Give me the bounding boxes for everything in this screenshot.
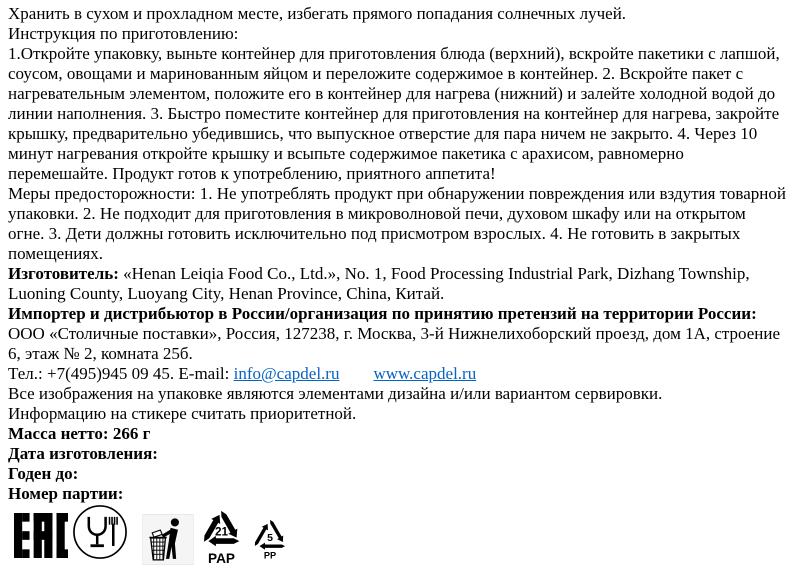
eac-mark-icon	[14, 513, 68, 558]
text-segment: линии наполнения. 3. Быстро поместите контейнер для приготовления на контейнер для нагрева, закройте	[8, 104, 780, 123]
recycling-pap-21-icon	[198, 504, 245, 565]
text-segment	[339, 364, 373, 383]
text-line	[8, 484, 800, 504]
text-segment: упаковки. 2. Не подходит для приготовления в микроволновой печи, духовом шкафу или на открытом	[8, 204, 746, 223]
text-line	[8, 424, 800, 444]
text-segment: нагревательным элементом, положите его в контейнер для нагрева (нижний) и залейте холодной водой до	[8, 84, 776, 103]
pp-number: 5	[267, 533, 273, 545]
document-text	[8, 4, 800, 504]
text-line	[8, 384, 800, 404]
recycling-pp-5-icon	[249, 513, 291, 560]
text-line	[8, 24, 800, 44]
pap-number: 21	[214, 525, 229, 539]
text-line	[8, 284, 800, 304]
text-line	[8, 304, 800, 324]
text-line	[8, 224, 800, 244]
text-line	[8, 444, 800, 464]
text-line	[8, 64, 800, 84]
website-link[interactable]: www.capdel.ru	[373, 364, 477, 383]
text-segment: Luoning County, Luoyang City, Henan Province, China, Китай.	[8, 284, 445, 303]
text-line	[8, 184, 800, 204]
text-line	[8, 124, 800, 144]
text-line	[8, 364, 800, 384]
text-line	[8, 84, 800, 104]
text-segment: огне. 3. Дети должны готовить исключительно под присмотром взрослых. 4. Не готовить в закрытых	[8, 224, 741, 243]
text-segment: Изготовитель:	[8, 264, 119, 283]
text-segment: Тел.: +7(495)945 09 45. E-mail:	[8, 364, 234, 383]
text-segment: Номер партии:	[8, 484, 124, 503]
text-segment: Меры предосторожности: 1. Не употреблять продукт при обнаружении повреждения или вздутия товарной	[8, 184, 786, 203]
text-segment: 1.Откройте упаковку, выньте контейнер для приготовления блюда (верхний), вскройте пакетики с лапшой,	[8, 44, 780, 63]
certification-symbols-row	[0, 504, 800, 569]
tidy-man-icon	[142, 514, 194, 565]
text-line	[8, 404, 800, 424]
text-segment: соусом, овощами и маринованным яйцом и переложите содержимое в контейнер. 2. Вскройте пакет с	[8, 64, 744, 83]
text-segment: минут нагревания откройте крышку и всыпьте содержимое пакетика с арахисом, равномерно	[8, 144, 684, 163]
text-segment: Дата изготовления:	[8, 444, 158, 463]
text-segment: перемешайте. Продукт готов к употреблению, приятного аппетита!	[8, 164, 496, 183]
text-line	[8, 264, 800, 284]
text-segment: помещениях.	[8, 244, 103, 263]
text-segment: «Henan Leiqia Food Co., Ltd.», No. 1, Food Processing Industrial Park, Dizhang Township,	[118, 264, 750, 283]
text-segment: Хранить в сухом и прохладном месте, избегать прямого попадания солнечных лучей.	[8, 4, 627, 23]
text-segment: Масса нетто: 266 г	[8, 424, 151, 443]
text-line	[8, 144, 800, 164]
text-segment: Информацию на стикере считать приоритетной.	[8, 404, 357, 423]
text-segment: ООО «Столичные поставки», Россия, 127238, г. Москва, 3-й Нижнелихоборский проезд, дом 1А, строение	[8, 324, 781, 343]
glass-fork-icon	[72, 504, 128, 560]
text-line	[8, 44, 800, 64]
pap-code: PAP	[208, 551, 235, 565]
text-segment: Инструкция по приготовлению:	[8, 24, 239, 43]
text-segment: Годен до:	[8, 464, 79, 483]
text-line	[8, 464, 800, 484]
text-line	[8, 104, 800, 124]
text-segment: крышку, предварительно убедившись, что выпускное отверстие для пара ничем не закрыто. 4. Через 10	[8, 124, 758, 143]
text-line	[8, 4, 800, 24]
text-segment: Импортер и дистрибьютор в России/организация по принятию претензий на территории России:	[8, 304, 757, 323]
text-segment: 6, этаж № 2, комната 25б.	[8, 344, 193, 363]
text-segment: Все изображения на упаковке являются элементами дизайна и/или вариантом сервировки.	[8, 384, 663, 403]
pp-code: PP	[263, 550, 277, 560]
text-line	[8, 164, 800, 184]
text-line	[8, 344, 800, 364]
text-line	[8, 324, 800, 344]
email-link[interactable]: info@capdel.ru	[233, 364, 340, 383]
text-line	[8, 204, 800, 224]
text-line	[8, 244, 800, 264]
